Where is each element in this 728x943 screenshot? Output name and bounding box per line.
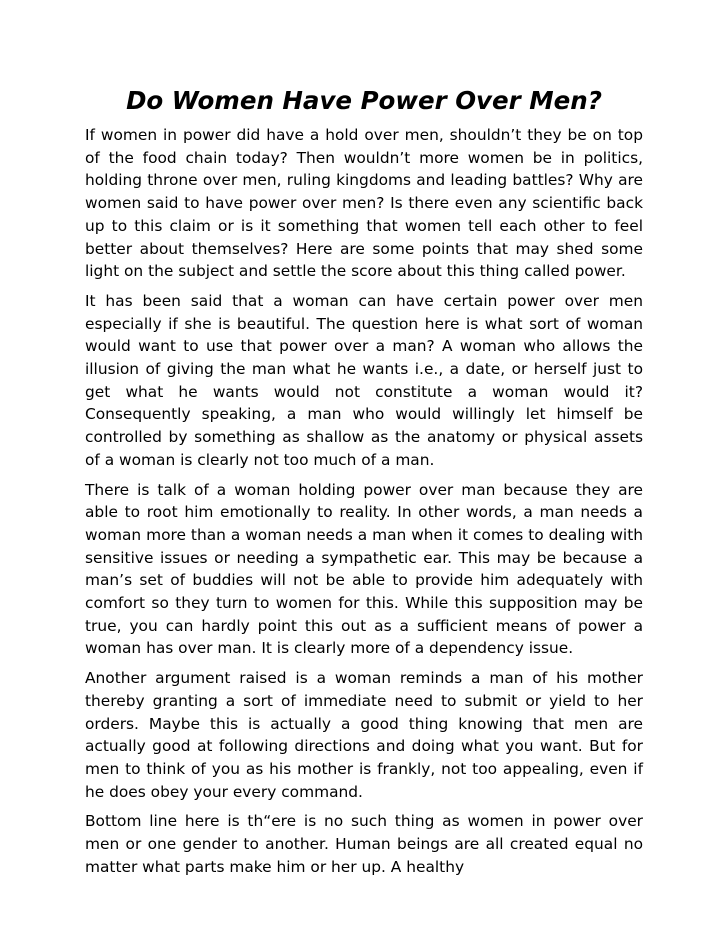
paragraph-1: If women in power did have a hold over men, shouldn’t they be on top of the food chain today? Then wouldn’t more women be in politics, holding throne over men, ruling kingdoms and leading battles? Why are women said to have power over men? Is there even any scientific back up to this claim or is it something that women tell each other to feel better about themselves? Here are some points that may shed some light on the subject and settle the score about this thing called power. bbox=[85, 126, 643, 281]
paragraph-3: There is talk of a woman holding power over man because they are able to root him emotionally to reality. In other words, a man needs a woman more than a woman needs a man when it comes to dealing with sensitive issues or needing a sympathetic ear. This may be because a man’s set of buddies will not be able to provide him adequately with comfort so they turn to women for this. While this supposition may be true, you can hardly point this out as a sufficient means of power a woman has over man. It is clearly more of a dependency issue. bbox=[85, 480, 643, 658]
paragraph-5: Bottom line here is th“ere is no such thing as women in power over men or one gender to another. Human beings are all created equal no matter what parts make him or her up. A healthy bbox=[85, 812, 643, 876]
document-page bbox=[85, 84, 643, 886]
document-title: Do Women Have Power Over Men? bbox=[126, 86, 602, 115]
paragraph-2: It has been said that a woman can have certain power over men especially if she is beautiful. The question here is what sort of woman would want to use that power over a man? A woman who allows the illusion of giving the man what he wants i.e., a date, or herself just to get what he wants would not constitute a woman would it? Consequently speaking, a man who would willingly let himself be controlled by something as shallow as the anatomy or physical assets of a woman is clearly not too much of a man. bbox=[85, 291, 643, 469]
paragraph-4: Another argument raised is a woman reminds a man of his mother thereby granting a sort of immediate need to submit or yield to her orders. Maybe this is actually a good thing knowing that men are actually good at following directions and doing what you want. But for men to think of you as his mother is frankly, not too appealing, even if he does obey your every command. bbox=[85, 669, 643, 801]
